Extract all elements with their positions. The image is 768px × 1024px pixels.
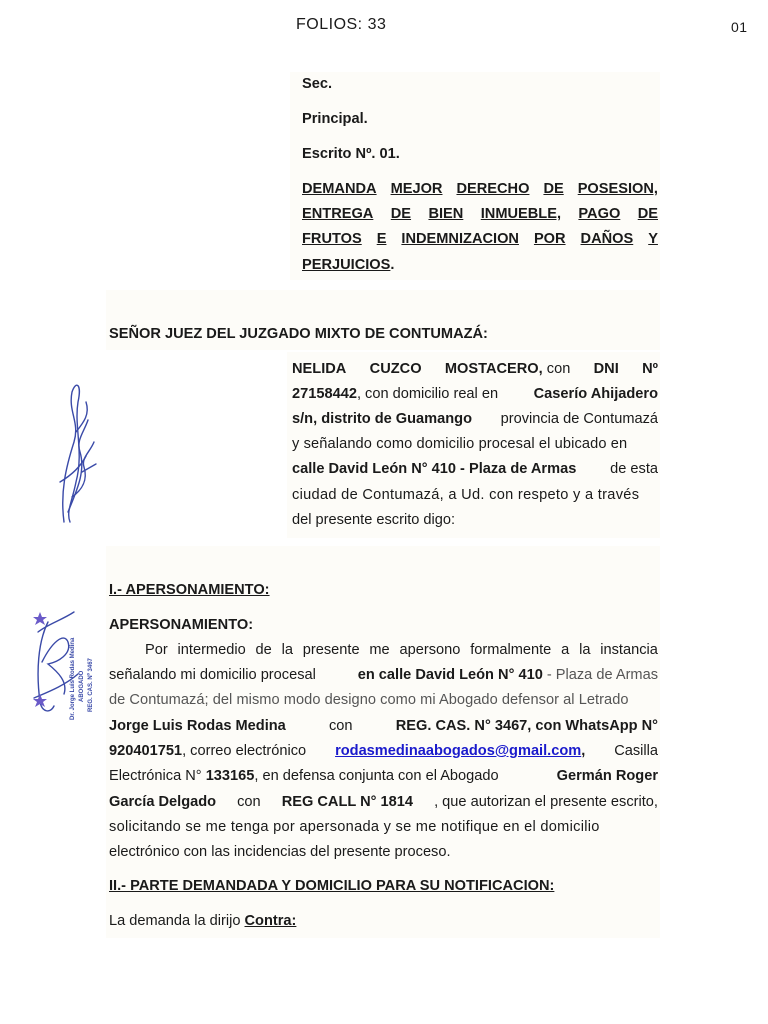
intro-l2-text: , con domicilio real en xyxy=(356,386,499,402)
title-l2-word-4: INMUEBLE, xyxy=(480,206,561,222)
addressee: SEÑOR JUEZ DEL JUZGADO MIXTO DE CONTUMAZÁ: xyxy=(109,326,488,342)
plaintiff-name-3: MOSTACERO, con xyxy=(444,361,571,377)
sumilla-title-words-1 xyxy=(302,181,658,197)
body-l1-word-11: instancia xyxy=(600,642,658,658)
stamp-line-3: REG. CAS. Nº 3467 xyxy=(88,658,94,712)
body-line-1-words xyxy=(145,642,658,658)
intro-l3-text: provincia de Contumazá xyxy=(500,411,658,427)
lawyer-signature-stamp xyxy=(28,602,108,727)
body-line-2 xyxy=(109,667,658,683)
section2-lead: La demanda la dirijo xyxy=(109,913,241,929)
sumilla-sec: Sec. xyxy=(302,76,333,92)
co-lawyer-name-2: García Delgado xyxy=(109,794,217,810)
sumilla-title-period: . xyxy=(390,257,395,273)
title-l3-word-1: FRUTOS xyxy=(302,231,362,247)
body-l1-word-3: de xyxy=(255,642,272,658)
intro-line-1 xyxy=(292,361,658,377)
folios-label: FOLIOS: 33 xyxy=(296,16,387,33)
body-line-7 xyxy=(109,794,658,810)
body-l2-b: en calle David León N° 410 xyxy=(357,667,543,683)
body-line-1 xyxy=(145,642,658,658)
intro-line-5 xyxy=(292,461,658,477)
section2-contra: Contra: xyxy=(244,913,297,929)
intro-line-3 xyxy=(292,411,658,427)
body-l1-word-8: formalmente xyxy=(470,642,552,658)
intro-line-2 xyxy=(292,386,658,402)
title-l3-word-6: Y xyxy=(648,231,658,247)
body-l1-word-2: intermedio xyxy=(177,642,246,658)
intro-l5-text: de esta xyxy=(610,461,658,477)
sumilla-title-line-1 xyxy=(302,181,658,197)
body-l2-a: señalando mi domicilio procesal xyxy=(109,667,316,683)
dni-number: 27158442 xyxy=(292,386,357,402)
casilla-number: 133165 xyxy=(205,768,255,784)
page-number: 01 xyxy=(731,19,748,35)
title-l1-word-2: MEJOR xyxy=(390,181,443,197)
title-l2-word-5: PAGO xyxy=(578,206,621,222)
body-l6-c: , en defensa conjunta con el Abogado xyxy=(254,768,499,784)
plaintiff-name-2: CUZCO xyxy=(369,361,422,377)
body-line-9: electrónico con las incidencias del presente proceso. xyxy=(109,844,451,860)
body-l6-a: Electrónica N° xyxy=(109,768,202,784)
title-l2-word-6: DE xyxy=(637,206,658,222)
sumilla-title-words-3 xyxy=(302,231,658,247)
intro-line-6: ciudad de Contumazá, a Ud. con respeto y a través xyxy=(292,487,640,503)
body-l1-word-10: la xyxy=(579,642,591,658)
body-line-6 xyxy=(109,768,658,784)
body-l5-d: Casilla xyxy=(614,743,658,759)
plaintiff-signature xyxy=(46,372,106,532)
body-l7-d: , que autorizan el presente escrito, xyxy=(434,794,658,810)
co-lawyer-name-1: Germán Roger xyxy=(556,768,658,784)
intro-line-7: del presente escrito digo: xyxy=(292,512,456,528)
body-l4-b: con xyxy=(329,718,353,734)
title-l3-word-2: E xyxy=(376,231,387,247)
dni-label-1: DNI xyxy=(593,361,619,377)
title-l1-word-4: DE xyxy=(543,181,564,197)
body-line-8: solicitando se me tenga por apersonada y se me notifique en el domicilio xyxy=(109,819,600,835)
body-l7-b: con xyxy=(237,794,261,810)
email-link[interactable]: rodasmedinaabogados@gmail.com xyxy=(335,743,582,759)
title-l3-word-5: DAÑOS xyxy=(580,231,634,247)
lawyer-name: Jorge Luis Rodas Medina xyxy=(109,718,286,734)
intro-line-4: y señalando como domicilio procesal el ubicado en xyxy=(292,436,628,452)
body-line-3: de Contumazá; del mismo modo designo como mi Abogado defensor al Letrado xyxy=(109,692,629,708)
body-l1-word-9: a xyxy=(561,642,570,658)
whatsapp-number: 920401751 xyxy=(109,743,183,759)
body-l1-word-6: me xyxy=(369,642,390,658)
sumilla-principal: Principal. xyxy=(302,111,368,127)
intro-l5-bold: calle David León N° 410 - Plaza de Armas xyxy=(292,461,577,477)
title-l2-word-3: BIEN xyxy=(428,206,464,222)
sumilla-escrito: Escrito Nº. 01. xyxy=(302,146,400,162)
body-l1-word-1: Por xyxy=(145,642,168,658)
co-lawyer-reg: REG CALL N° 1814 xyxy=(281,794,413,810)
title-l1-word-5: POSESION, xyxy=(577,181,658,197)
stamp-line-2: ABOGADO xyxy=(79,670,85,702)
title-l2-word-1: ENTREGA xyxy=(302,206,374,222)
section1-subheading: APERSONAMIENTO: xyxy=(109,617,254,633)
section2-heading: II.- PARTE DEMANDADA Y DOMICILIO PARA SU NOTIFICACION: xyxy=(109,878,555,894)
title-l3-word-3: INDEMNIZACION xyxy=(401,231,519,247)
body-line-5 xyxy=(109,743,658,759)
sumilla-title-words-2 xyxy=(302,206,658,222)
section1-heading: I.- APERSONAMIENTO: xyxy=(109,582,270,598)
plaintiff-name-1: NELIDA xyxy=(292,361,347,377)
intro-l2-bold: Caserío Ahijadero xyxy=(533,386,658,402)
body-l5-b: , correo electrónico xyxy=(182,743,307,759)
title-l2-word-2: DE xyxy=(390,206,412,222)
lawyer-reg: REG. CAS. N° 3467, con WhatsApp N° xyxy=(395,718,658,734)
title-l3-word-4: POR xyxy=(533,231,566,247)
dni-label-2: Nº xyxy=(642,361,658,377)
title-l1-word-1: DEMANDA xyxy=(302,181,377,197)
intro-l3-bold: s/n, distrito de Guamango xyxy=(292,411,473,427)
body-l1-word-4: la xyxy=(281,642,293,658)
body-l5-comma: , xyxy=(581,743,586,759)
sumilla-title-last: PERJUICIOS xyxy=(302,257,391,273)
sumilla-title-line-3 xyxy=(302,231,658,247)
sumilla-block xyxy=(290,72,660,280)
title-l1-word-3: DERECHO xyxy=(456,181,530,197)
stamp-line-1: Dr. Jorge Luis Rodas Medina xyxy=(70,637,76,720)
sumilla-title-line-2 xyxy=(302,206,658,222)
body-l1-word-7: apersono xyxy=(399,642,461,658)
body-l2-c: - Plaza de Armas xyxy=(546,667,658,683)
body-l1-word-5: presente xyxy=(302,642,360,658)
section2-text xyxy=(109,913,296,929)
sumilla-title-line-4 xyxy=(302,257,394,273)
body-line-4 xyxy=(109,718,658,734)
